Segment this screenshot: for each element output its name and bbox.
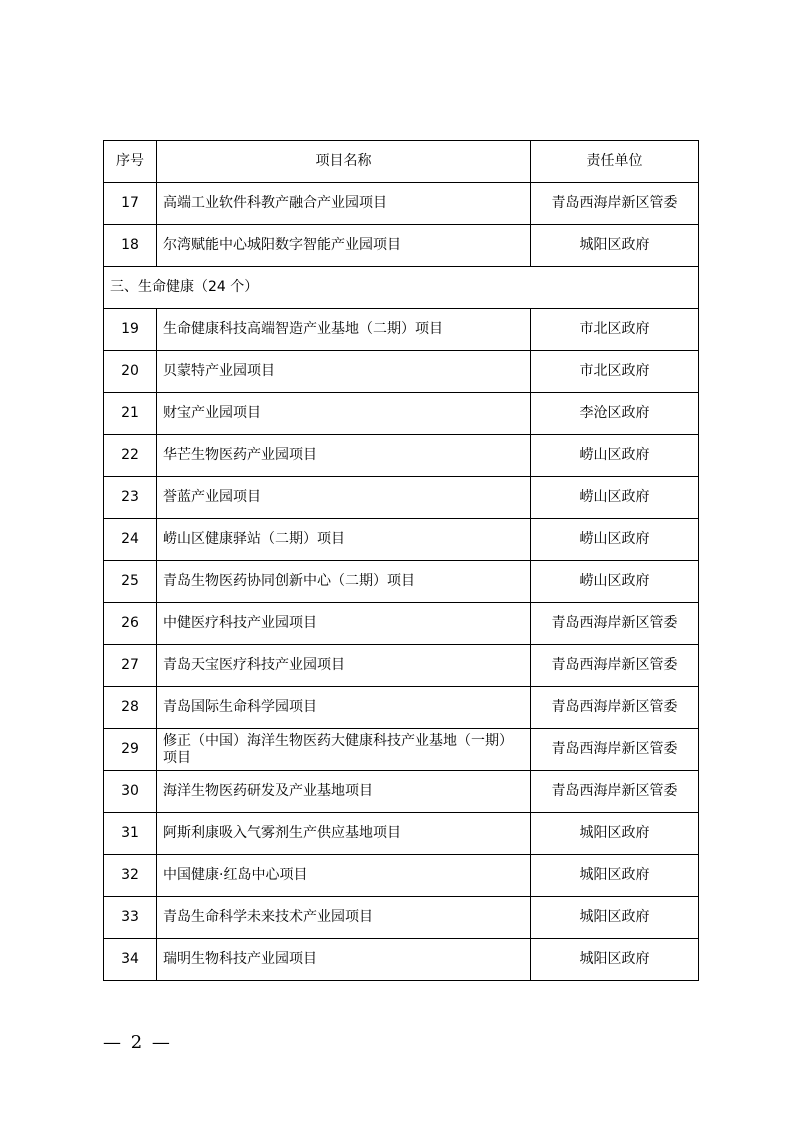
project-table bbox=[103, 140, 699, 981]
row-unit: 市北区政府 bbox=[531, 351, 699, 393]
row-unit: 青岛西海岸新区管委 bbox=[531, 183, 699, 225]
section-title: 三、生命健康（24 个） bbox=[104, 267, 699, 309]
row-unit: 青岛西海岸新区管委 bbox=[531, 645, 699, 687]
table-row bbox=[104, 897, 699, 939]
row-no: 27 bbox=[104, 645, 157, 687]
table-row bbox=[104, 561, 699, 603]
row-name: 高端工业软件科教产融合产业园项目 bbox=[157, 183, 531, 225]
row-name: 中健医疗科技产业园项目 bbox=[157, 603, 531, 645]
row-name: 财宝产业园项目 bbox=[157, 393, 531, 435]
row-unit: 李沧区政府 bbox=[531, 393, 699, 435]
row-unit: 青岛西海岸新区管委 bbox=[531, 603, 699, 645]
row-unit: 崂山区政府 bbox=[531, 477, 699, 519]
row-unit: 城阳区政府 bbox=[531, 813, 699, 855]
table-row bbox=[104, 645, 699, 687]
table-row bbox=[104, 939, 699, 981]
table-row bbox=[104, 225, 699, 267]
row-unit: 城阳区政府 bbox=[531, 225, 699, 267]
row-no: 21 bbox=[104, 393, 157, 435]
row-unit: 崂山区政府 bbox=[531, 561, 699, 603]
row-no: 33 bbox=[104, 897, 157, 939]
row-no: 25 bbox=[104, 561, 157, 603]
row-name: 生命健康科技高端智造产业基地（二期）项目 bbox=[157, 309, 531, 351]
row-name: 青岛国际生命科学园项目 bbox=[157, 687, 531, 729]
row-no: 29 bbox=[104, 729, 157, 771]
row-unit: 城阳区政府 bbox=[531, 855, 699, 897]
table-row bbox=[104, 771, 699, 813]
table-row bbox=[104, 729, 699, 771]
row-name: 阿斯利康吸入气雾剂生产供应基地项目 bbox=[157, 813, 531, 855]
table-body bbox=[104, 183, 699, 981]
row-name: 青岛生物医药协同创新中心（二期）项目 bbox=[157, 561, 531, 603]
row-name: 修正（中国）海洋生物医药大健康科技产业基地（一期）项目 bbox=[157, 729, 531, 771]
row-no: 17 bbox=[104, 183, 157, 225]
table-row bbox=[104, 183, 699, 225]
row-unit: 城阳区政府 bbox=[531, 939, 699, 981]
row-no: 23 bbox=[104, 477, 157, 519]
table-row bbox=[104, 477, 699, 519]
header-no: 序号 bbox=[104, 141, 157, 183]
row-no: 26 bbox=[104, 603, 157, 645]
row-name: 尔湾赋能中心城阳数字智能产业园项目 bbox=[157, 225, 531, 267]
row-unit: 青岛西海岸新区管委 bbox=[531, 687, 699, 729]
row-unit: 青岛西海岸新区管委 bbox=[531, 771, 699, 813]
table-row bbox=[104, 309, 699, 351]
table-row bbox=[104, 393, 699, 435]
row-no: 18 bbox=[104, 225, 157, 267]
row-no: 20 bbox=[104, 351, 157, 393]
table-row bbox=[104, 435, 699, 477]
row-no: 24 bbox=[104, 519, 157, 561]
row-no: 22 bbox=[104, 435, 157, 477]
row-no: 19 bbox=[104, 309, 157, 351]
row-name: 华芒生物医药产业园项目 bbox=[157, 435, 531, 477]
row-unit: 市北区政府 bbox=[531, 309, 699, 351]
table-row bbox=[104, 603, 699, 645]
row-no: 32 bbox=[104, 855, 157, 897]
row-name: 贝蒙特产业园项目 bbox=[157, 351, 531, 393]
table-row bbox=[104, 351, 699, 393]
header-name: 项目名称 bbox=[157, 141, 531, 183]
row-name: 海洋生物医药研发及产业基地项目 bbox=[157, 771, 531, 813]
table-row bbox=[104, 519, 699, 561]
row-unit: 城阳区政府 bbox=[531, 897, 699, 939]
header-unit: 责任单位 bbox=[531, 141, 699, 183]
section-row bbox=[104, 267, 699, 309]
table-row bbox=[104, 855, 699, 897]
row-name: 中国健康·红岛中心项目 bbox=[157, 855, 531, 897]
table-header-row bbox=[104, 141, 699, 183]
row-no: 34 bbox=[104, 939, 157, 981]
row-unit: 青岛西海岸新区管委 bbox=[531, 729, 699, 771]
row-unit: 崂山区政府 bbox=[531, 519, 699, 561]
row-name: 瑞明生物科技产业园项目 bbox=[157, 939, 531, 981]
row-name: 崂山区健康驿站（二期）项目 bbox=[157, 519, 531, 561]
page-number: — 2 — bbox=[103, 1032, 172, 1053]
row-name: 青岛天宝医疗科技产业园项目 bbox=[157, 645, 531, 687]
row-no: 31 bbox=[104, 813, 157, 855]
row-name: 誉蓝产业园项目 bbox=[157, 477, 531, 519]
row-no: 28 bbox=[104, 687, 157, 729]
row-unit: 崂山区政府 bbox=[531, 435, 699, 477]
row-no: 30 bbox=[104, 771, 157, 813]
row-name: 青岛生命科学未来技术产业园项目 bbox=[157, 897, 531, 939]
table-row bbox=[104, 687, 699, 729]
table-row bbox=[104, 813, 699, 855]
